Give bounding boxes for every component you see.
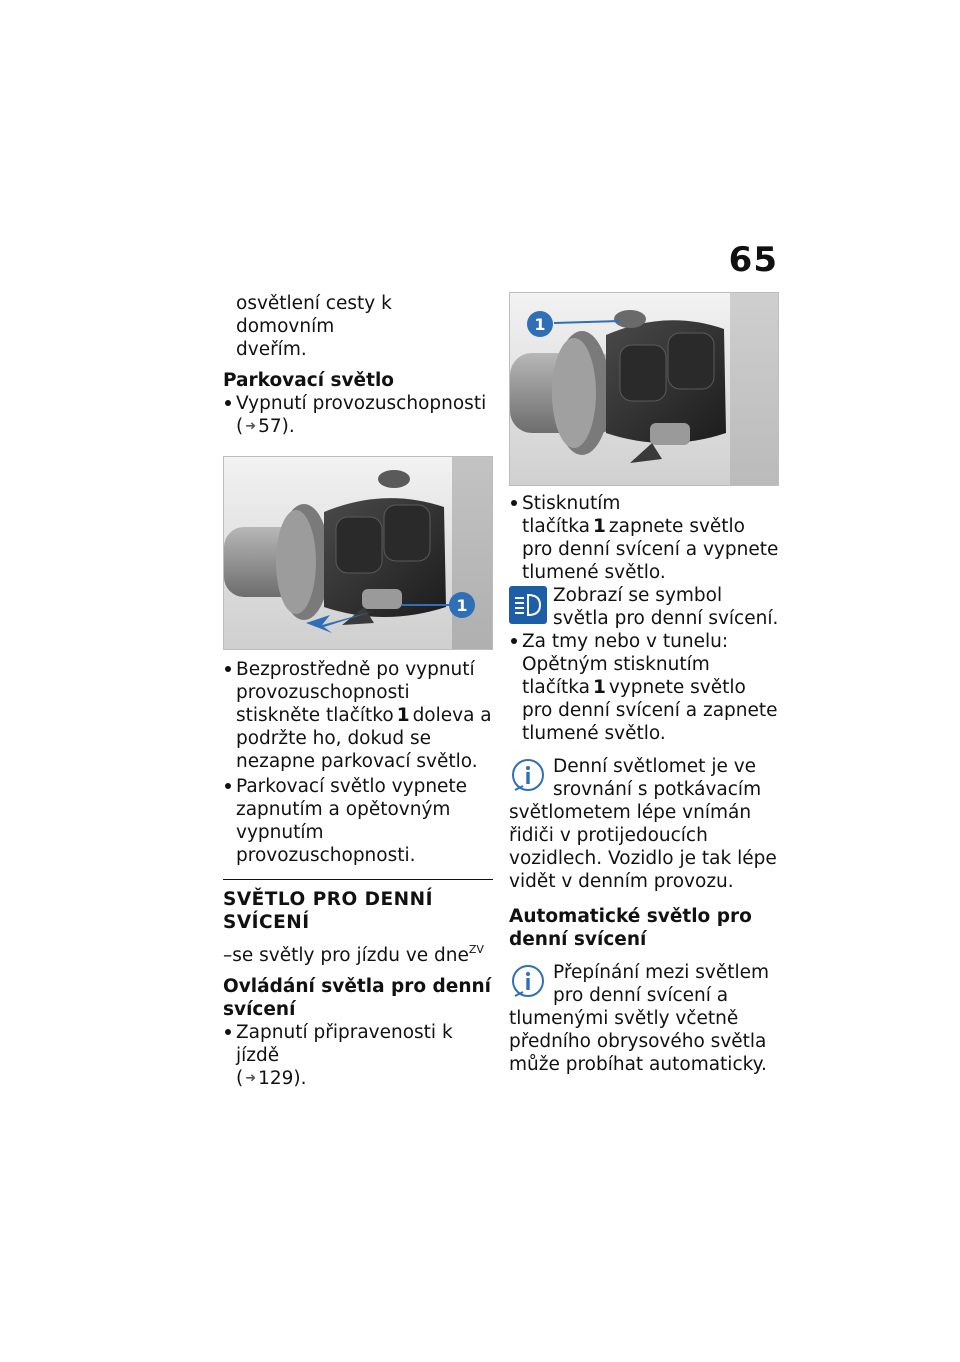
arrow-reference-icon: ➜ — [245, 1071, 257, 1086]
continued-text: osvětlení cesty k domovním dveřím. — [236, 293, 392, 360]
info-note: Přepínání mezi světlem pro denní svícení a tlumenými světly včetně předního obrysového světla může probíhat automaticky. — [509, 962, 770, 1075]
list-item: Bezprostředně po vypnutí provozuschopnosti stiskněte tlačítko 1 doleva a podržte ho, dokud se nezapne parkovací světlo. — [223, 658, 493, 773]
callout-number: 1 — [534, 315, 546, 334]
list-item: Vypnutí provozuschopnosti ( ➜ 57). — [223, 392, 493, 438]
section-divider — [223, 879, 493, 880]
info-note: Denní světlomet je ve srovnání s potkávacím světlometem lépe vnímán řidiči v protijedoucích vozidlech. Vozidlo je tak lépe vidět v denním provozu. — [509, 756, 777, 892]
control-heading: Ovládání světla pro denní svícení — [223, 976, 492, 1020]
info-icon — [509, 757, 547, 795]
right-column — [509, 292, 781, 1076]
handlebar-switch-photo — [509, 292, 779, 486]
page-number: 65 — [728, 240, 778, 280]
list-item: Za tmy nebo v tunelu: Opětným stisknutím tlačítka 1 vypnete světlo pro denní svícení a zapnete tlumené světlo. — [509, 630, 781, 745]
info-icon — [509, 963, 547, 1001]
daytime-running-light-icon — [509, 586, 547, 624]
arrow-reference-icon: ➜ — [245, 419, 257, 434]
callout-number: 1 — [456, 596, 468, 615]
list-item: Stisknutím tlačítka 1 zapnete světlo pro denní svícení a vypnete tlumené světlo. — [509, 492, 781, 584]
auto-light-heading: Automatické světlo pro denní svícení — [509, 906, 752, 950]
handlebar-switch-illustration — [224, 457, 492, 649]
parking-light-heading: Parkovací světlo — [223, 370, 394, 391]
list-item: Zapnutí připravenosti k jízdě ( ➜ 129). — [223, 1021, 493, 1090]
list-item: Parkovací světlo vypnete zapnutím a opětovným vypnutím provozuschopnosti. — [223, 775, 493, 867]
left-column — [223, 292, 493, 1090]
section-title: SVĚTLO PRO DENNÍ SVÍCENÍ — [223, 889, 434, 933]
handlebar-switch-photo — [223, 456, 493, 650]
symbol-note: Zobrazí se symbol světla pro denní svícení. — [509, 584, 781, 630]
handlebar-switch-illustration — [510, 293, 778, 485]
section-subtitle: –se světly pro jízdu ve dne$^{ZV}$ — [223, 943, 484, 966]
